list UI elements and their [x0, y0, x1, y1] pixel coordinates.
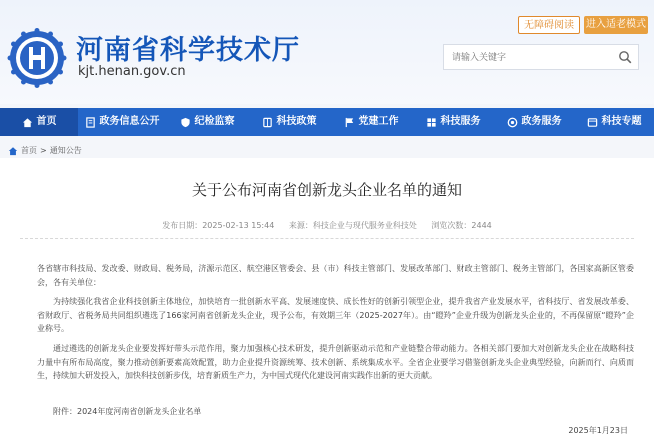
search-icon[interactable] — [618, 50, 632, 64]
site-title[interactable]: 河南省科学技术厅 — [76, 35, 300, 66]
paragraph-1: 为持续强化我省企业科技创新主体地位，加快培育一批创新水平高、发展速度快、成长性好的创新引领型企业，提升我省产业发展水平，省科技厅、省发展改革委、省财政厅、省税务局共同组织遴选了166家河南省创新龙头企业，现予公布，有效期三年（2025-2027年）。由“瞪羚”企业升级为创新龙头企业的，不再保留原“瞪羚”企业称号。 — [37, 297, 634, 333]
home-icon — [8, 146, 18, 156]
nav-label: 政务服务 — [521, 116, 562, 127]
attachment-link[interactable]: 附件：2024年度河南省创新龙头企业名单 — [53, 407, 202, 416]
nav-label: 政务信息公开 — [99, 116, 160, 127]
search-box — [443, 44, 639, 70]
breadcrumb — [8, 145, 85, 156]
topic-icon — [587, 117, 598, 128]
publish-time: 发布日期：2025-02-13 15:44 — [162, 221, 275, 230]
nav-item-gov-info[interactable] — [78, 108, 166, 136]
logo-emblem — [6, 28, 68, 88]
breadcrumb-current[interactable]: 通知公告 — [49, 146, 82, 155]
article-meta — [0, 220, 654, 231]
paragraph-2: 通过遴选的创新龙头企业要发挥好带头示范作用，聚力加强核心技术研发，提升创新驱动示范和产业链整合带动能力。各相关部门要加大对创新龙头企业在战略科技力量中有所布局高度，聚力推动创新要素高效配置，助力企业提升资源统筹、技术创新、系统集成水平。全省企业要学习借鉴创新龙头企业典型经验，向新而行、向质而生，持续加大研发投入，加快科技创新步伐，培育新质生产力，为中国式现代化建设河南实践作出新的更大贡献。 — [37, 344, 634, 380]
site-domain: kjt.henan.gov.cn — [78, 64, 186, 79]
nav-label: 科技政策 — [276, 116, 317, 127]
breadcrumb-separator: > — [40, 146, 47, 155]
nav-item-topics[interactable] — [574, 108, 654, 136]
nav-item-home[interactable] — [0, 108, 78, 136]
nav-item-party[interactable] — [330, 108, 412, 136]
salutation: 各省辖市科技局、发改委、财政局、税务局，济源示范区、航空港区管委会、县（市）科技主管部门、发展改革部门、财政主管部门、税务主管部门，各国家高新区管委会，各有关单位： — [37, 264, 634, 287]
service-icon — [507, 117, 518, 128]
article-title: 关于公布河南省创新龙头企业名单的通知 — [191, 181, 462, 199]
grid-icon — [426, 117, 437, 128]
shield-icon — [180, 117, 191, 128]
search-input[interactable] — [450, 46, 614, 70]
nav-item-gov-service[interactable] — [494, 108, 574, 136]
site-header — [0, 0, 654, 104]
nav-label: 首页 — [36, 116, 57, 127]
article-panel — [0, 158, 654, 436]
flag-icon — [344, 117, 355, 128]
book-icon — [262, 117, 273, 128]
view-count: 浏览次数：2444 — [431, 221, 492, 230]
nav-label: 党建工作 — [358, 116, 399, 127]
main-nav — [0, 108, 654, 136]
divider — [20, 238, 634, 239]
nav-label: 纪检监察 — [194, 116, 235, 127]
nav-item-discipline[interactable] — [166, 108, 248, 136]
document-date: 2025年1月23日 — [568, 426, 628, 435]
elder-mode-button[interactable]: 进入适老模式 — [584, 16, 648, 34]
accessible-reading-button[interactable]: 无障碍阅读 — [518, 16, 580, 34]
nav-label: 科技专题 — [601, 116, 642, 127]
nav-item-services[interactable] — [412, 108, 494, 136]
home-icon — [22, 117, 33, 128]
article-source: 来源：科技企业与现代服务业科技处 — [288, 221, 417, 230]
document-icon — [85, 117, 96, 128]
breadcrumb-home[interactable]: 首页 — [21, 146, 37, 155]
nav-label: 科技服务 — [440, 116, 481, 127]
nav-item-policy[interactable] — [248, 108, 330, 136]
